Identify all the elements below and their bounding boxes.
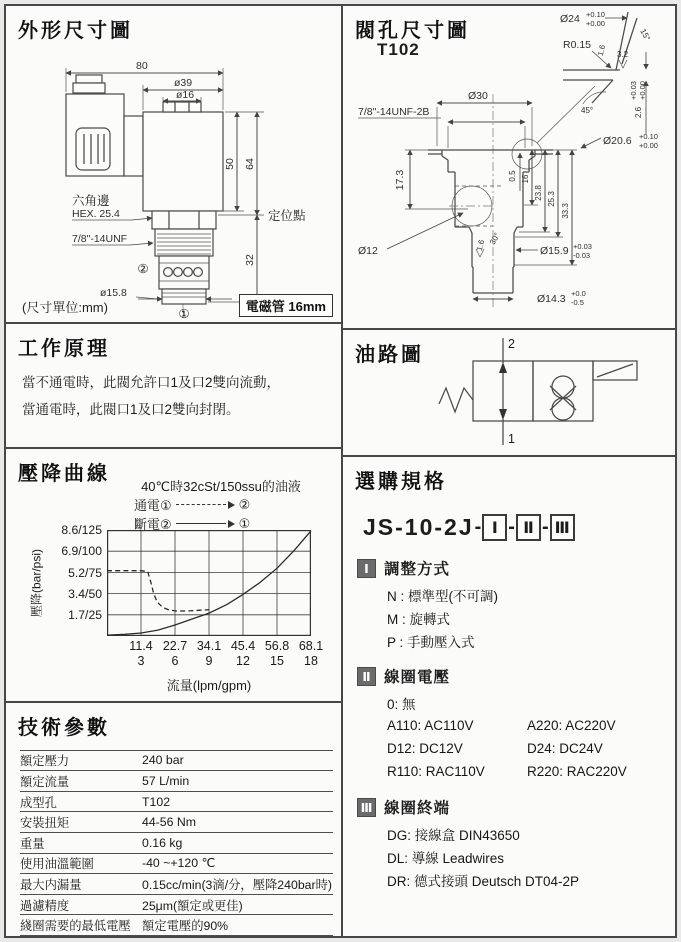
valve-outline-drawing	[6, 6, 341, 328]
legend-arrowhead	[228, 520, 235, 528]
spec-value: 57 L/min	[142, 774, 190, 789]
section-heading	[357, 557, 661, 579]
label-thread: 7/8"-14UNF	[72, 233, 128, 245]
dim-15deg: 15°	[638, 27, 653, 43]
port-2-label: ②	[137, 262, 149, 276]
section-number-badge: Ⅱ	[357, 667, 376, 686]
dim-32: 32	[244, 254, 256, 266]
option-row	[387, 714, 661, 737]
x-axis-label: 流量(lpm/gpm)	[166, 678, 252, 694]
spec-value: 額定電壓的90%	[142, 919, 229, 934]
x-tick: 22.7 6	[162, 639, 188, 669]
order-option: M : 旋轉式	[387, 611, 450, 627]
y-tick: 5.2/75	[68, 565, 102, 580]
spec-value: 0.15cc/min(3滴/分，壓降240bar時)	[142, 878, 332, 893]
panel-outline-dimensions	[6, 6, 341, 322]
principle-line-2: 當通電時，此閥口1及口2雙向封閉。	[22, 401, 240, 417]
model-box: Ⅰ	[482, 514, 507, 541]
dim-45deg: 45°	[581, 106, 594, 115]
legend-target: ②	[238, 496, 251, 512]
spec-row	[20, 833, 333, 854]
section-heading	[357, 665, 661, 687]
dim-d30: Ø30	[468, 90, 488, 102]
panel-title: 技術參數	[18, 716, 110, 739]
x-tick: 56.8 15	[264, 639, 290, 669]
option-row	[387, 606, 661, 629]
panel-technical-specs	[6, 703, 341, 936]
dim-3-2: 3.2	[617, 50, 629, 59]
dim-25-3: 25.3	[547, 191, 556, 207]
svg-text:+0.03: +0.03	[573, 242, 592, 251]
panel-title: 閥孔尺寸圖	[355, 20, 470, 42]
section-heading	[357, 796, 661, 818]
section-number-badge: Ⅲ	[357, 798, 376, 817]
svg-text:-0.5: -0.5	[571, 298, 584, 307]
option-row	[387, 868, 661, 891]
dim-r015: R0.15	[563, 39, 592, 51]
dim-d24: Ø24	[560, 13, 580, 25]
panel-ordering-info	[343, 457, 675, 936]
order-option: A220: AC220V	[527, 718, 616, 733]
dim-50: 50	[224, 158, 236, 170]
flow-arrow-down	[499, 409, 507, 420]
port-2: 2	[508, 337, 515, 351]
cavity-profile	[428, 86, 595, 293]
order-option: R110: RAC110V	[387, 764, 485, 779]
dim-d143: Ø14.3	[537, 293, 566, 305]
spec-label: 使用油溫範圍	[20, 857, 94, 872]
spec-label: 成型孔	[20, 795, 57, 810]
spec-value: 240 bar	[142, 753, 184, 768]
dim-d158: ø15.8	[100, 287, 127, 299]
dim-d16: ø16	[176, 89, 195, 101]
spec-label: 最大内漏量	[20, 878, 82, 893]
svg-text:+0.10: +0.10	[586, 10, 605, 19]
check-ball-top	[552, 376, 574, 398]
section-title: 線圈終端	[384, 800, 451, 817]
cavity-code: T102	[377, 40, 420, 59]
panel-hydraulic-circuit	[343, 330, 675, 455]
legend-label: 斷電②	[134, 517, 172, 533]
legend-solid-line	[176, 523, 226, 524]
spec-row	[20, 812, 333, 833]
dim-d159: Ø15.9	[540, 245, 569, 257]
panel-cavity-dimensions	[343, 6, 675, 328]
y-axis-label: 壓降(bar/psi)	[29, 549, 44, 618]
panel-title: 外形尺寸圖	[18, 20, 133, 42]
legend-energized	[134, 495, 250, 514]
ordering-section	[357, 796, 661, 891]
chamfer-detail-view	[560, 10, 658, 150]
option-row	[387, 691, 661, 714]
dim-1-6: 1.6	[595, 43, 608, 57]
port-1: 1	[508, 432, 515, 446]
option-row	[387, 845, 661, 868]
legend-arrowhead	[228, 501, 235, 509]
label-hex: HEX. 25.4	[72, 208, 120, 220]
spec-row	[20, 874, 333, 895]
model-box: Ⅲ	[550, 514, 575, 541]
model-dash: -	[508, 516, 515, 538]
svg-text:-0.03: -0.03	[573, 251, 591, 260]
section-options	[387, 822, 661, 891]
right-column	[343, 6, 675, 936]
panel-title: 油路圖	[355, 344, 424, 366]
option-row	[387, 760, 661, 783]
dim-1-6-lower: 1.6	[474, 238, 487, 252]
ordering-sections	[357, 557, 661, 891]
order-option: 0: 無	[387, 696, 416, 712]
order-option: R220: RAC220V	[527, 764, 627, 779]
x-tick: 45.4 12	[230, 639, 256, 669]
dim-d39: ø39	[174, 77, 193, 89]
label-hex-cjk: 六角邊	[72, 194, 110, 208]
y-tick: 8.6/125	[61, 523, 102, 538]
dim-30deg: 30°	[487, 231, 502, 247]
svg-text:+0.03: +0.03	[629, 81, 638, 100]
valve-symbol	[439, 338, 637, 445]
dim-0-5: 0.5	[508, 170, 517, 182]
order-option: N : 標準型(不可調)	[387, 588, 498, 604]
x-tick: 68.1 18	[298, 639, 324, 669]
model-prefix: JS-10-2J	[363, 514, 474, 540]
option-row	[387, 583, 661, 606]
port-1-label: ①	[178, 307, 190, 321]
spec-label: 額定流量	[20, 775, 70, 790]
cavity-dimensions	[358, 90, 592, 307]
svg-text:2.6: 2.6	[634, 106, 643, 118]
x-tick: 34.1 9	[196, 639, 222, 669]
legend-dashed-line	[176, 504, 226, 505]
dim-33-3: 33.3	[561, 203, 570, 219]
principle-text	[22, 370, 280, 423]
svg-text:+0.00: +0.00	[638, 81, 647, 100]
check-ball-bottom	[552, 398, 574, 420]
order-option: A110: AC110V	[387, 718, 474, 733]
unit-note: (尺寸單位:mm)	[22, 300, 108, 316]
spec-row	[20, 751, 333, 772]
model-dash: -	[474, 516, 482, 538]
spring-symbol	[439, 388, 473, 412]
option-row	[387, 822, 661, 845]
order-option: DG: 接線盒 DIN43650	[387, 827, 520, 843]
spec-value: -40 ~+120 ℃	[142, 856, 216, 871]
chart-subtitle: 40℃時32cSt/150ssu的油液	[141, 479, 301, 495]
svg-text:+0.00: +0.00	[639, 141, 658, 150]
dim-d206: Ø20.6	[603, 135, 632, 147]
panel-title: 選購規格	[355, 471, 447, 493]
dim-16: 16	[521, 174, 530, 184]
panel-working-principle	[6, 324, 341, 447]
spec-value: T102	[142, 794, 171, 809]
dim-thread: 7/8"-14UNF-2B	[358, 106, 430, 118]
section-options	[387, 583, 661, 652]
flow-arrow-up	[499, 362, 507, 373]
y-tick: 1.7/25	[68, 607, 102, 622]
dim-17-3: 17.3	[394, 169, 406, 191]
principle-line-1: 當不通電時，此閥允許口1及口2雙向流動，	[22, 375, 281, 391]
section-title: 調整方式	[384, 561, 451, 578]
legend-label: 通電①	[134, 498, 172, 514]
chart-legend	[134, 495, 250, 533]
dim-64: 64	[244, 158, 256, 170]
order-option: DL: 導線 Leadwires	[387, 850, 505, 866]
spec-row	[20, 915, 333, 936]
order-option: P : 手動壓入式	[387, 634, 475, 650]
section-options	[387, 691, 661, 783]
model-dash: -	[541, 516, 549, 538]
order-option: D12: DC12V	[387, 741, 463, 756]
spec-label: 安裝扭矩	[20, 816, 70, 831]
svg-text:+0.00: +0.00	[586, 19, 605, 28]
spec-label: 額定壓力	[20, 754, 70, 769]
spec-value: 0.16 kg	[142, 835, 183, 850]
x-tick: 11.4 3	[129, 639, 153, 669]
label-locating-point: 定位點	[268, 209, 306, 223]
specs-table	[20, 750, 333, 936]
panel-pressure-drop-curve	[6, 449, 341, 701]
panel-title: 工作原理	[18, 338, 110, 361]
model-code	[363, 514, 661, 541]
spec-label: 重量	[20, 836, 45, 851]
section-title: 線圈電壓	[384, 669, 451, 686]
spec-value: 25μm(額定或更佳)	[142, 898, 243, 913]
y-axis-ticks	[42, 523, 102, 636]
dim-80: 80	[136, 60, 148, 72]
order-option: DR: 德式接頭 Deutsch DT04-2P	[387, 873, 580, 889]
spec-row	[20, 895, 333, 916]
spec-row	[20, 771, 333, 792]
option-row	[387, 629, 661, 652]
spec-label: 過濾精度	[20, 898, 70, 913]
ordering-section	[357, 557, 661, 652]
pressure-drop-chart	[107, 530, 311, 636]
spec-label: 綫圈需要的最低電壓	[20, 919, 131, 934]
order-option: D24: DC24V	[527, 741, 603, 756]
spec-row	[20, 854, 333, 875]
svg-text:+0.10: +0.10	[639, 132, 658, 141]
model-box: Ⅱ	[516, 514, 541, 541]
dim-d12: Ø12	[358, 245, 378, 257]
y-tick: 6.9/100	[61, 544, 102, 559]
left-column	[6, 6, 341, 936]
section-number-badge: Ⅰ	[357, 559, 376, 578]
dim-23-8: 23.8	[534, 185, 543, 201]
y-tick: 3.4/50	[68, 586, 102, 601]
svg-text:+0.0: +0.0	[571, 289, 586, 298]
legend-target: ①	[238, 515, 251, 531]
datasheet-page	[4, 4, 677, 938]
spec-value: 44-56 Nm	[142, 815, 196, 830]
dim-2-6	[629, 81, 647, 118]
panel-title: 壓降曲線	[18, 463, 110, 486]
option-row	[387, 737, 661, 760]
spec-row	[20, 792, 333, 813]
solenoid-tube-badge: 電磁管 16mm	[239, 294, 333, 317]
ordering-section	[357, 665, 661, 783]
